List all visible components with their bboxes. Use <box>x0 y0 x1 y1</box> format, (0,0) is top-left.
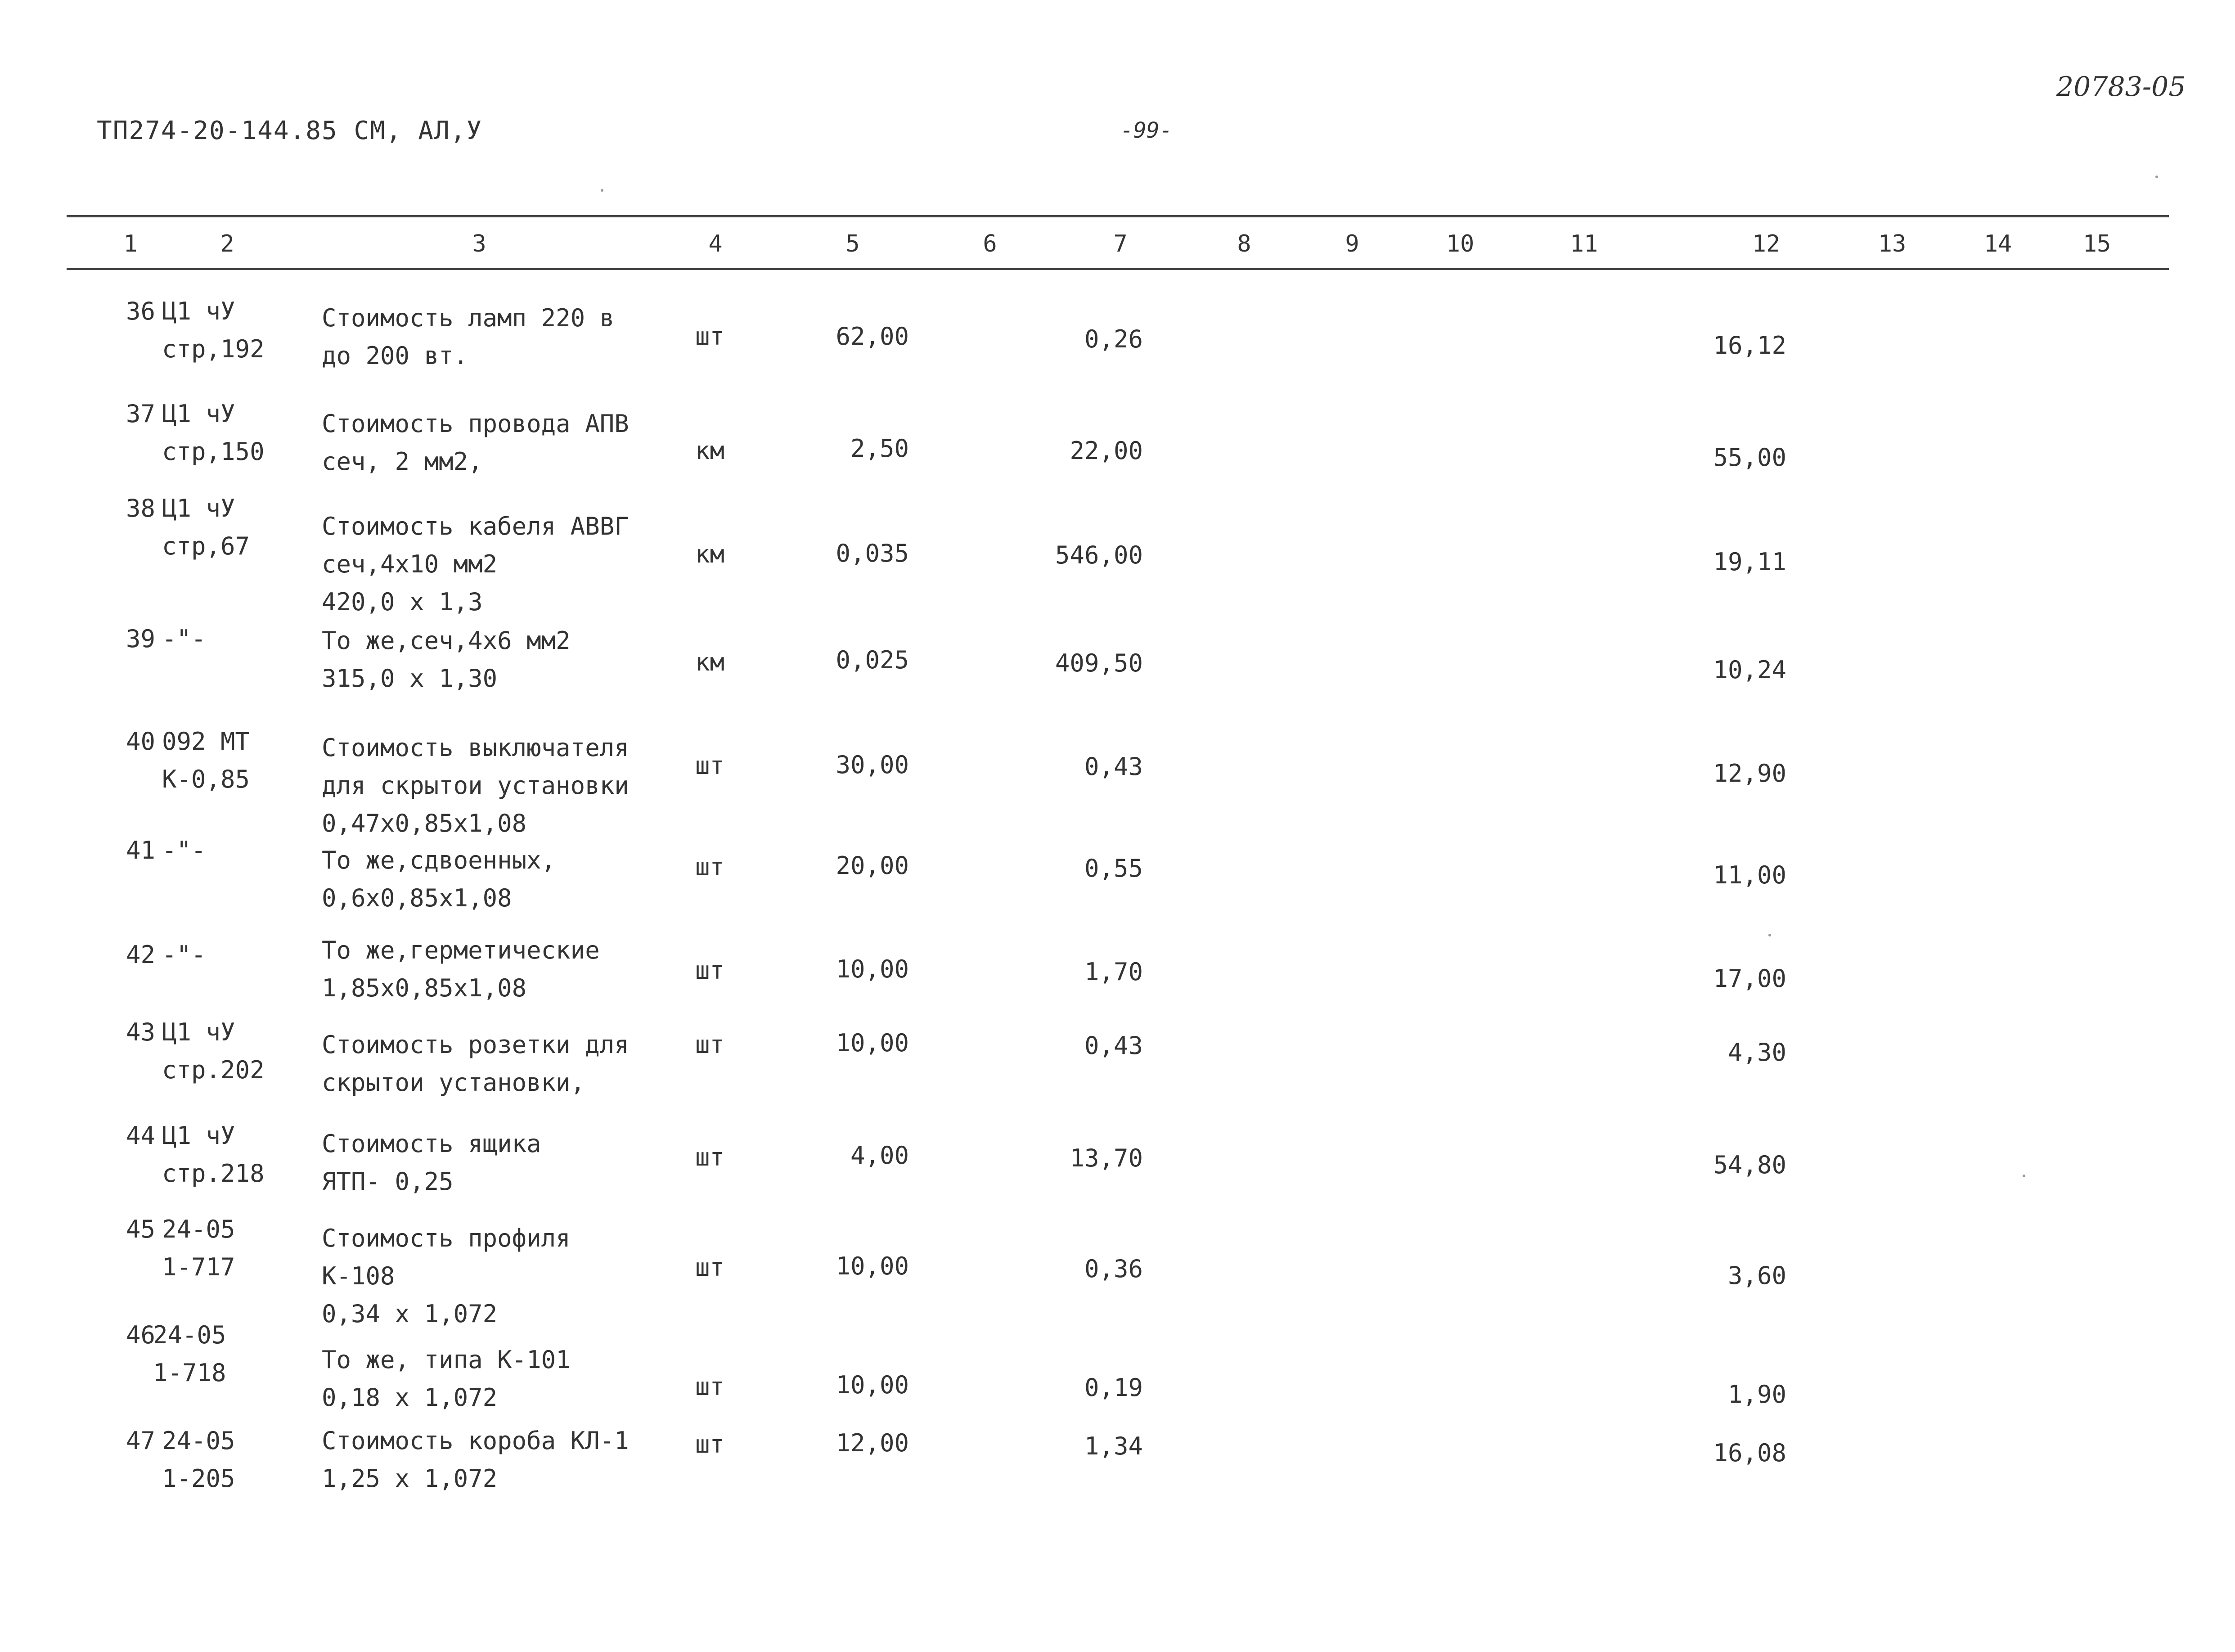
row-price: 22,00 <box>1070 437 1143 465</box>
row-quantity: 10,00 <box>836 1252 909 1280</box>
row-basis: -"- <box>162 941 206 969</box>
row-quantity: 30,00 <box>836 751 909 779</box>
column-header: 8 <box>1237 230 1251 257</box>
row-price: 13,70 <box>1070 1144 1143 1172</box>
row-total: 12,90 <box>1713 759 1786 788</box>
row-total: 17,00 <box>1713 964 1786 993</box>
row-name: Стоимость розетки для скрытои установки, <box>322 1031 629 1097</box>
row-total: 11,00 <box>1713 861 1786 889</box>
row-unit: шт <box>695 322 725 351</box>
row-total: 54,80 <box>1713 1151 1786 1179</box>
row-name: Стоимость кабеля АВВГ сеч,4х10 мм2 420,0 х 1,3 <box>322 512 629 616</box>
row-unit: км <box>695 540 725 568</box>
row-price: 1,34 <box>1084 1432 1143 1460</box>
column-header: 11 <box>1569 230 1598 257</box>
row-basis: 092 МТ К-0,85 <box>162 727 250 793</box>
row-price: 0,43 <box>1084 1031 1143 1060</box>
row-price: 0,19 <box>1084 1373 1143 1402</box>
row-number: 46 <box>126 1321 155 1349</box>
column-header: 13 <box>1878 230 1907 257</box>
row-unit: шт <box>695 1430 725 1458</box>
row-unit: км <box>695 437 725 465</box>
row-quantity: 2,50 <box>850 434 909 463</box>
row-number: 40 <box>126 727 155 756</box>
row-name: То же,сдвоенных, 0,6х0,85х1,08 <box>322 846 556 912</box>
row-unit: км <box>695 648 725 676</box>
row-quantity: 12,00 <box>836 1429 909 1457</box>
row-name: Стоимость короба КЛ-1 1,25 х 1,072 <box>322 1427 629 1493</box>
row-basis: Ц1 чУ стр.218 <box>162 1121 265 1188</box>
row-unit: шт <box>695 1143 725 1171</box>
row-price: 0,55 <box>1084 854 1143 882</box>
column-header: 1 <box>123 230 138 257</box>
row-quantity: 20,00 <box>836 851 909 880</box>
row-quantity: 10,00 <box>836 1029 909 1057</box>
column-header: 4 <box>708 230 723 257</box>
column-header: 5 <box>845 230 860 257</box>
row-quantity: 4,00 <box>850 1141 909 1170</box>
row-total: 16,08 <box>1713 1439 1786 1467</box>
row-number: 38 <box>126 494 155 522</box>
row-name: Стоимость ящика ЯТП- 0,25 <box>322 1130 541 1196</box>
column-header: 12 <box>1752 230 1781 257</box>
row-unit: шт <box>695 1031 725 1059</box>
row-number: 43 <box>126 1018 155 1046</box>
row-name: Стоимость выключателя для скрытои установки 0,47х0,85х1,08 <box>322 734 629 837</box>
row-basis: Ц1 чУ стр.202 <box>162 1018 265 1084</box>
row-total: 55,00 <box>1713 443 1786 472</box>
scan-speck <box>2023 1175 2025 1177</box>
row-price: 0,26 <box>1084 325 1143 353</box>
row-number: 44 <box>126 1121 155 1150</box>
column-header: 2 <box>220 230 234 257</box>
row-unit: шт <box>695 956 725 985</box>
row-basis: -"- <box>162 625 206 653</box>
scan-speck <box>1768 934 1771 936</box>
row-total: 10,24 <box>1713 656 1786 684</box>
column-header: 9 <box>1345 230 1359 257</box>
row-price: 0,36 <box>1084 1255 1143 1283</box>
row-number: 41 <box>126 836 155 864</box>
row-total: 1,90 <box>1727 1380 1786 1409</box>
row-number: 47 <box>126 1427 155 1455</box>
row-unit: шт <box>695 752 725 780</box>
row-name: То же, типа К-101 0,18 х 1,072 <box>322 1346 571 1412</box>
row-price: 409,50 <box>1055 649 1143 677</box>
row-basis: -"- <box>162 836 206 864</box>
document-code: ТП274-20-144.85 СМ, АЛ,У <box>97 116 483 145</box>
column-header: 6 <box>983 230 997 257</box>
row-quantity: 62,00 <box>836 322 909 351</box>
row-name: То же,сеч,4х6 мм2 315,0 х 1,30 <box>322 626 571 693</box>
row-basis: 24-05 1-717 <box>162 1215 235 1281</box>
row-number: 45 <box>126 1215 155 1243</box>
row-basis: Ц1 чУ стр,192 <box>162 297 265 363</box>
column-header: 10 <box>1446 230 1475 257</box>
row-unit: шт <box>695 1253 725 1282</box>
row-basis: Ц1 чУ стр,150 <box>162 400 265 466</box>
row-number: 37 <box>126 400 155 428</box>
column-header: 14 <box>1983 230 2012 257</box>
column-header: 15 <box>2082 230 2111 257</box>
row-number: 42 <box>126 941 155 969</box>
row-total: 16,12 <box>1713 331 1786 360</box>
row-basis: Ц1 чУ стр,67 <box>162 494 250 560</box>
page-number: -99- <box>1120 118 1173 143</box>
row-number: 39 <box>126 625 155 653</box>
row-number: 36 <box>126 297 155 325</box>
row-quantity: 0,025 <box>836 646 909 674</box>
row-name: Стоимость провода АПВ сеч, 2 мм2, <box>322 410 629 476</box>
row-unit: шт <box>695 1373 725 1401</box>
row-price: 546,00 <box>1055 541 1143 569</box>
scan-speck <box>2155 176 2158 178</box>
column-header: 7 <box>1113 230 1128 257</box>
row-name: То же,герметические 1,85х0,85х1,08 <box>322 936 600 1002</box>
row-total: 19,11 <box>1713 548 1786 576</box>
row-total: 3,60 <box>1727 1261 1786 1290</box>
row-price: 1,70 <box>1084 958 1143 986</box>
row-quantity: 10,00 <box>836 955 909 983</box>
archive-number: 20783-05 <box>2056 71 2186 103</box>
scan-speck <box>601 189 603 192</box>
row-quantity: 0,035 <box>836 539 909 567</box>
row-price: 0,43 <box>1084 752 1143 781</box>
row-basis: 24-05 1-718 <box>153 1321 226 1387</box>
row-total: 4,30 <box>1727 1038 1786 1067</box>
table-top-rule <box>67 215 2169 217</box>
row-basis: 24-05 1-205 <box>162 1427 235 1493</box>
column-header: 3 <box>472 230 486 257</box>
row-quantity: 10,00 <box>836 1371 909 1399</box>
table-header-rule <box>67 268 2169 270</box>
row-name: Стоимость ламп 220 в до 200 вт. <box>322 304 615 370</box>
row-unit: шт <box>695 853 725 881</box>
row-name: Стоимость профиля К-108 0,34 х 1,072 <box>322 1224 571 1328</box>
